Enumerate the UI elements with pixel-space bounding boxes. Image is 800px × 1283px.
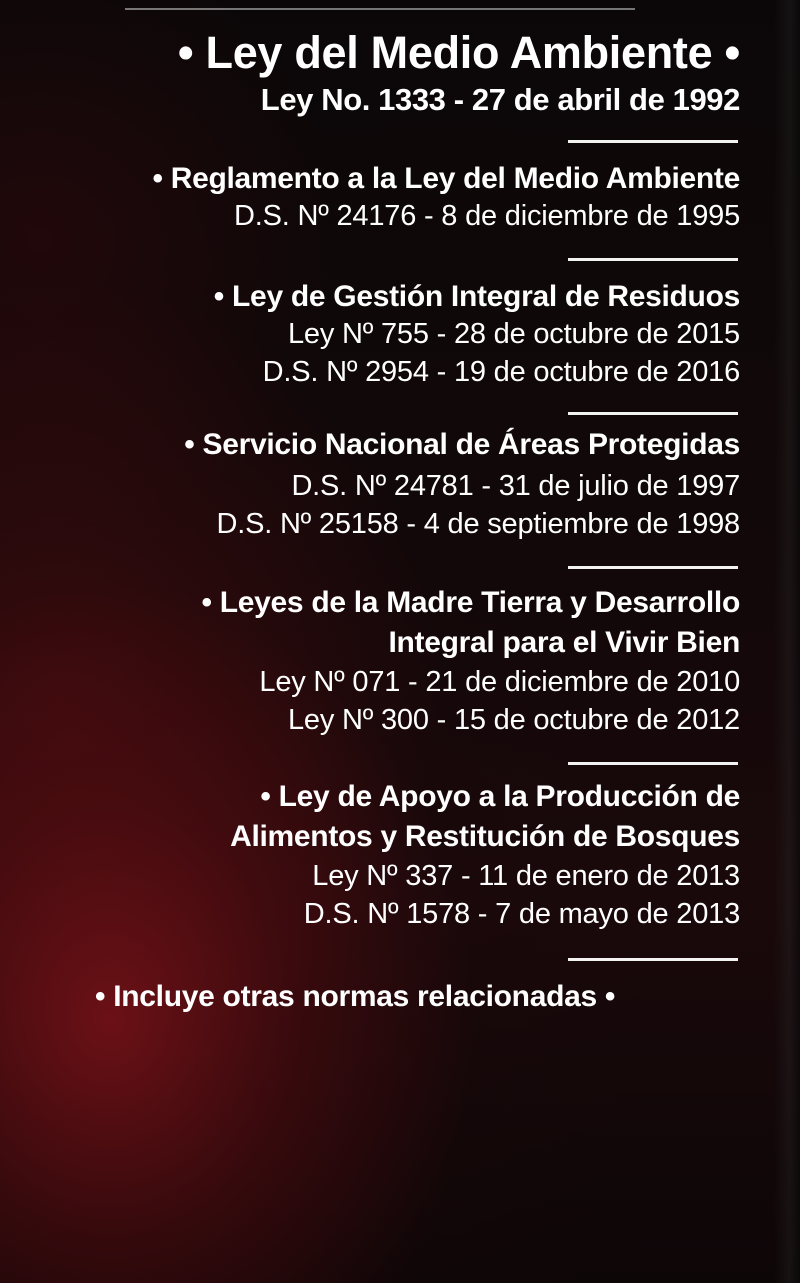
separator [568, 140, 738, 143]
separator [568, 258, 738, 261]
separator [568, 762, 738, 765]
section-3-title: • Servicio Nacional de Áreas Protegidas [184, 428, 740, 461]
section-4-title-line-1: • Leyes de la Madre Tierra y Desarrollo [201, 586, 740, 619]
section-2-title: • Ley de Gestión Integral de Residuos [213, 280, 740, 313]
section-5-title-line-1: • Ley de Apoyo a la Producción de [260, 780, 740, 813]
section-2-ref-2: D.S. Nº 2954 - 19 de octubre de 2016 [262, 356, 740, 388]
top-rule [125, 8, 635, 10]
section-1-title: • Reglamento a la Ley del Medio Ambiente [152, 162, 740, 195]
section-5-title-line-2: Alimentos y Restitución de Bosques [230, 820, 740, 853]
section-2-ref-1: Ley Nº 755 - 28 de octubre de 2015 [287, 318, 740, 350]
section-4-title-line-2: Integral para el Vivir Bien [388, 626, 740, 659]
cover-edge-shadow [774, 0, 800, 1283]
section-4-ref-1: Ley Nº 071 - 21 de diciembre de 2010 [259, 666, 740, 698]
main-title: • Ley del Medio Ambiente • [177, 27, 740, 78]
main-subtitle: Ley No. 1333 - 27 de abril de 1992 [260, 82, 740, 117]
separator [568, 412, 738, 415]
separator [568, 566, 738, 569]
section-3-ref-1: D.S. Nº 24781 - 31 de julio de 1997 [291, 470, 740, 502]
separator [568, 958, 738, 961]
footer-note: • Incluye otras normas relacionadas • [95, 980, 616, 1013]
section-5-ref-2: D.S. Nº 1578 - 7 de mayo de 2013 [303, 898, 740, 930]
section-3-ref-2: D.S. Nº 25158 - 4 de septiembre de 1998 [216, 508, 740, 540]
section-5-ref-1: Ley Nº 337 - 11 de enero de 2013 [312, 860, 740, 892]
section-4-ref-2: Ley Nº 300 - 15 de octubre de 2012 [287, 704, 740, 736]
section-1-ref-1: D.S. Nº 24176 - 8 de diciembre de 1995 [234, 200, 740, 232]
